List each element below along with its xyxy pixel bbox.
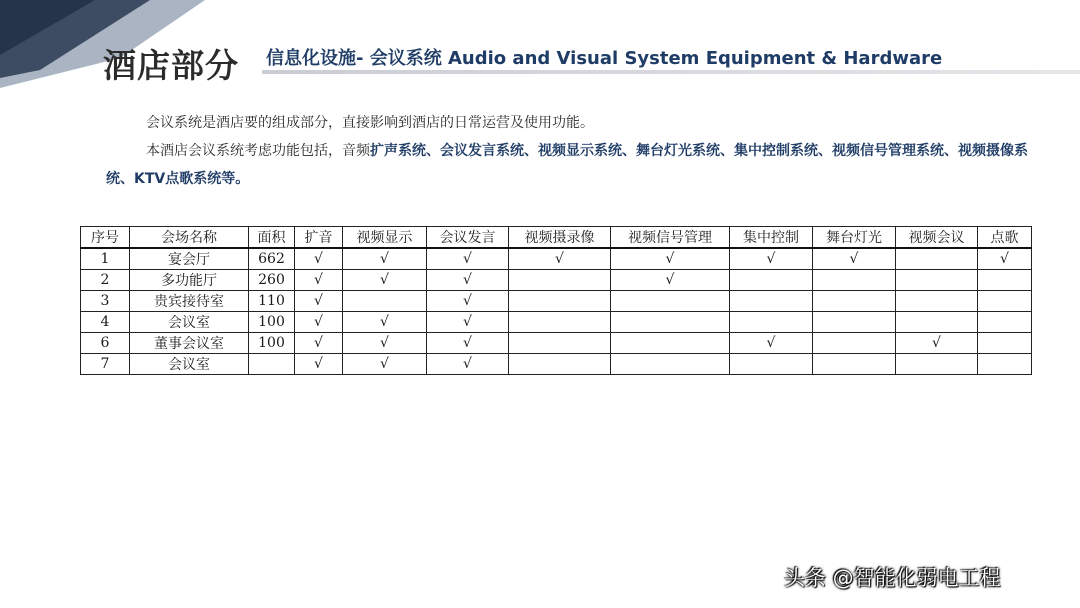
feature-check-cell <box>813 354 896 375</box>
table-body <box>81 248 1032 375</box>
intro-paragraph-2 <box>106 137 1046 193</box>
area-cell <box>249 354 295 375</box>
meeting-facility-table <box>80 226 1032 375</box>
feature-check-cell: √ <box>295 270 343 291</box>
table-row <box>81 248 1032 270</box>
feature-check-cell <box>509 354 611 375</box>
area-cell: 662 <box>249 248 295 270</box>
area-cell: 100 <box>249 333 295 354</box>
area-cell: 100 <box>249 312 295 333</box>
feature-check-cell <box>813 333 896 354</box>
feature-check-cell: √ <box>295 248 343 270</box>
watermark-text: 头条 @智能化弱电工程 <box>784 566 1001 590</box>
feature-check-cell: √ <box>978 248 1032 270</box>
intro-paragraph-2-prefix: 本酒店会议系统考虑功能包括，音频 <box>146 143 370 159</box>
table-row <box>81 312 1032 333</box>
feature-check-cell <box>509 291 611 312</box>
row-index-cell: 1 <box>81 248 130 270</box>
venue-name-cell: 会议室 <box>130 354 249 375</box>
feature-check-cell: √ <box>509 248 611 270</box>
feature-check-cell: √ <box>427 270 509 291</box>
feature-check-cell <box>611 291 730 312</box>
feature-check-cell: √ <box>611 270 730 291</box>
header-cell-video-conference: 视频会议 <box>896 227 978 249</box>
header-cell-video-display: 视频显示 <box>343 227 427 249</box>
page-subtitle: 信息化设施- 会议系统 Audio and Visual System Equipment & Hardware <box>266 48 943 69</box>
header-cell-video-signal-mgmt: 视频信号管理 <box>611 227 730 249</box>
venue-name-cell: 多功能厅 <box>130 270 249 291</box>
feature-check-cell: √ <box>295 333 343 354</box>
feature-check-cell: √ <box>427 333 509 354</box>
title-underline <box>262 70 1080 74</box>
feature-check-cell <box>611 354 730 375</box>
header-cell-stage-lighting: 舞台灯光 <box>813 227 896 249</box>
row-index-cell: 3 <box>81 291 130 312</box>
feature-check-cell <box>978 333 1032 354</box>
table-row <box>81 333 1032 354</box>
feature-check-cell <box>509 270 611 291</box>
feature-check-cell <box>978 354 1032 375</box>
feature-check-cell: √ <box>343 248 427 270</box>
feature-check-cell: √ <box>427 291 509 312</box>
section-title: 酒店部分 <box>103 46 239 85</box>
header-cell-pa-sound: 扩音 <box>295 227 343 249</box>
feature-check-cell <box>896 270 978 291</box>
feature-check-cell <box>813 291 896 312</box>
area-cell: 110 <box>249 291 295 312</box>
row-index-cell: 2 <box>81 270 130 291</box>
header-cell-central-control: 集中控制 <box>730 227 813 249</box>
feature-check-cell <box>611 333 730 354</box>
feature-check-cell: √ <box>896 333 978 354</box>
feature-check-cell <box>896 312 978 333</box>
feature-check-cell <box>813 270 896 291</box>
feature-check-cell <box>611 312 730 333</box>
row-index-cell: 6 <box>81 333 130 354</box>
feature-check-cell: √ <box>295 354 343 375</box>
feature-check-cell: √ <box>343 270 427 291</box>
feature-check-cell: √ <box>295 291 343 312</box>
feature-check-cell <box>813 312 896 333</box>
feature-check-cell: √ <box>730 333 813 354</box>
table-row <box>81 291 1032 312</box>
feature-check-cell: √ <box>343 333 427 354</box>
feature-check-cell: √ <box>611 248 730 270</box>
venue-name-cell: 董事会议室 <box>130 333 249 354</box>
feature-check-cell <box>509 312 611 333</box>
feature-check-cell <box>896 248 978 270</box>
feature-check-cell <box>978 270 1032 291</box>
feature-check-cell: √ <box>343 354 427 375</box>
table-row <box>81 270 1032 291</box>
header-cell-video-recording: 视频摄录像 <box>509 227 611 249</box>
feature-check-cell: √ <box>730 248 813 270</box>
feature-check-cell <box>896 354 978 375</box>
table-row <box>81 354 1032 375</box>
feature-check-cell <box>730 291 813 312</box>
table-header-row <box>81 227 1032 249</box>
feature-check-cell <box>978 291 1032 312</box>
venue-name-cell: 宴会厅 <box>130 248 249 270</box>
feature-check-cell: √ <box>295 312 343 333</box>
feature-check-cell <box>730 312 813 333</box>
row-index-cell: 4 <box>81 312 130 333</box>
area-cell: 260 <box>249 270 295 291</box>
feature-check-cell <box>509 333 611 354</box>
feature-check-cell: √ <box>427 248 509 270</box>
header-cell-area: 面积 <box>249 227 295 249</box>
feature-check-cell <box>978 312 1032 333</box>
header-cell-karaoke: 点歌 <box>978 227 1032 249</box>
feature-check-cell: √ <box>343 312 427 333</box>
intro-paragraph-1: 会议系统是酒店要的组成部分，直接影响到酒店的日常运营及使用功能。 <box>146 115 594 131</box>
feature-check-cell: √ <box>427 312 509 333</box>
header-cell-venue-name: 会场名称 <box>130 227 249 249</box>
venue-name-cell: 贵宾接待室 <box>130 291 249 312</box>
intro-paragraph-2-systems: 扩声系统、会议发言系统、视频显示系统、舞台灯光系统、集中控制系统、视频信号管理系统、视频摄像系统、KTV点歌系统等。 <box>106 143 1028 187</box>
row-index-cell: 7 <box>81 354 130 375</box>
feature-check-cell <box>730 270 813 291</box>
header-cell-index: 序号 <box>81 227 130 249</box>
feature-check-cell: √ <box>427 354 509 375</box>
feature-check-cell <box>343 291 427 312</box>
feature-check-cell: √ <box>813 248 896 270</box>
venue-name-cell: 会议室 <box>130 312 249 333</box>
feature-check-cell <box>730 354 813 375</box>
header-cell-conference-speech: 会议发言 <box>427 227 509 249</box>
feature-check-cell <box>896 291 978 312</box>
